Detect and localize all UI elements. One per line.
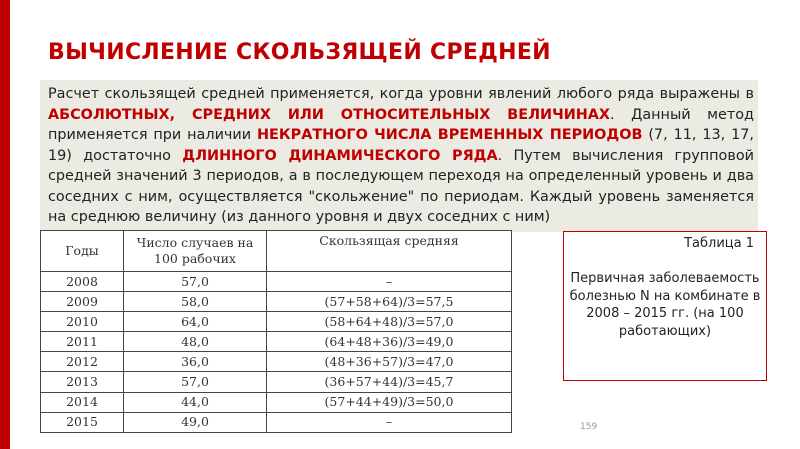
body-text-3: (7, 11, 13, 17, 19) достаточно: [48, 127, 754, 164]
moving-average-table: [40, 230, 512, 433]
table-caption-box: [563, 231, 767, 381]
cell-year: 2008: [41, 272, 124, 292]
table-row: [41, 292, 512, 312]
cell-cases: 36,0: [124, 352, 267, 372]
cell-moving-average: (57+44+49)/3=50,0: [267, 392, 512, 412]
header-years: Годы: [41, 231, 124, 272]
highlight-periods: НЕКРАТНОГО ЧИСЛА ВРЕМЕННЫХ ПЕРИОДОВ: [257, 127, 643, 143]
table-row: [41, 392, 512, 412]
header-cases: [124, 231, 267, 272]
body-text-2: . Данный метод применяется при наличии: [48, 106, 754, 143]
cell-moving-average: (57+58+64)/3=57,5: [267, 292, 512, 312]
table-row: [41, 412, 512, 432]
cell-year: 2010: [41, 312, 124, 332]
table-row: [41, 272, 512, 292]
page-number: 159: [580, 422, 598, 432]
highlight-dynamic-series: ДЛИННОГО ДИНАМИЧЕСКОГО РЯДА: [182, 147, 498, 164]
cell-year: 2011: [41, 332, 124, 352]
cell-cases: 48,0: [124, 332, 267, 352]
cell-moving-average: (48+36+57)/3=47,0: [267, 352, 512, 372]
cell-year: 2013: [41, 372, 124, 392]
table-row: [41, 332, 512, 352]
cell-cases: 57,0: [124, 272, 267, 292]
cell-moving-average: –: [267, 272, 512, 292]
accent-bar: [0, 0, 10, 449]
table-row: [41, 372, 512, 392]
header-cases-label: Число случаев на 100 рабочих: [136, 235, 254, 266]
table-caption-text: Первичная заболеваемость болезнью N на комбинате в 2008 – 2015 гг. (на 100 работающих): [569, 271, 761, 339]
cell-cases: 57,0: [124, 372, 267, 392]
header-moving-average: Скользящая средняя: [267, 231, 512, 272]
cell-year: 2012: [41, 352, 124, 372]
cell-cases: 64,0: [124, 312, 267, 332]
cell-year: 2015: [41, 412, 124, 432]
cell-cases: 58,0: [124, 292, 267, 312]
cell-moving-average: (58+64+48)/3=57,0: [267, 312, 512, 332]
highlight-value-types: АБСОЛЮТНЫХ, СРЕДНИХ ИЛИ ОТНОСИТЕЛЬНЫХ ВЕЛИЧИНАХ: [48, 106, 611, 123]
cell-cases: 44,0: [124, 392, 267, 412]
body-text-1: Расчет скользящей средней применяется, когда уровни явлений любого ряда выражены в: [48, 86, 754, 102]
cell-moving-average: (36+57+44)/3=45,7: [267, 372, 512, 392]
cell-cases: 49,0: [124, 412, 267, 432]
body-paragraph: [48, 84, 754, 228]
cell-year: 2014: [41, 392, 124, 412]
cell-year: 2009: [41, 292, 124, 312]
table-header-row: [41, 231, 512, 272]
table-row: [41, 312, 512, 332]
table-row: [41, 352, 512, 372]
body-text-4: . Путем вычисления групповой средней значений 3 периодов, а в последующем переходя на определенный уровень и два соседних с ним, осуществляется "скольжение" по периодам. Каждый уровень заменяется на среднюю величину (из данного уровня и двух соседних с ним): [48, 147, 755, 225]
cell-moving-average: (64+48+36)/3=49,0: [267, 332, 512, 352]
slide-title: ВЫЧИСЛЕНИЕ СКОЛЬЗЯЩЕЙ СРЕДНЕЙ: [48, 40, 551, 65]
cell-moving-average: –: [267, 412, 512, 432]
table-caption-label: Таблица 1: [684, 236, 754, 251]
